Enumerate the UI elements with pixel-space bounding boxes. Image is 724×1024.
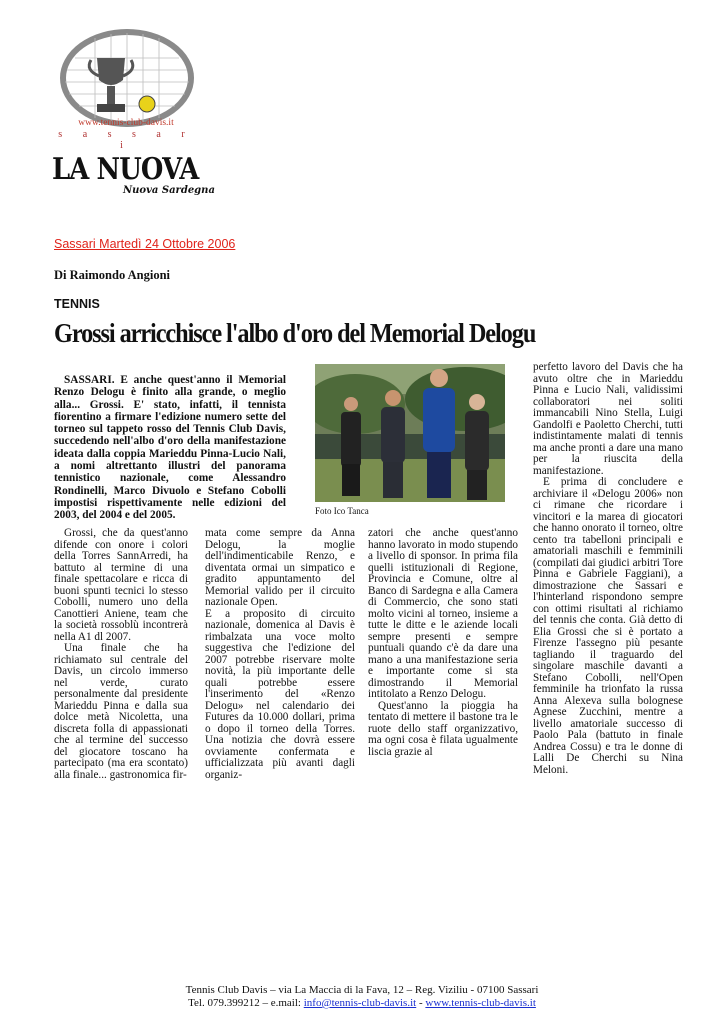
footer-email-link[interactable]: info@tennis-club-davis.it	[303, 997, 417, 1009]
logo-url: www.tennis-club-davis.it	[78, 118, 174, 128]
article-column-2	[205, 528, 355, 781]
article-photo	[315, 364, 505, 502]
article-section: TENNIS	[54, 297, 100, 311]
article-dateline: Sassari Martedì 24 Ottobre 2006	[54, 237, 236, 251]
newspaper-masthead-subtitle: Nuova Sardegna	[123, 185, 215, 196]
article-column-1	[54, 528, 188, 781]
paragraph: E a proposito di circuito nazionale, domenica al Davis è rimbalzata una voce molto suggestiva che l'edizione del 2007 potrebbe riservare molte novità, la più importante delle quali potrebbe essere l'inserimento del «Renzo Delogu» nel calendario dei Futures da 10.000 dollari, prima o dopo il torneo della Torres. Una notizia che dovrà essere ovviamente confermata e ufficializzata più avanti dagli organiz-	[205, 607, 355, 781]
paragraph: Una finale che ha richiamato sul centrale del Davis, un circolo immerso nel verde, curato personalmente dal presidente Marieddu Pinna e dalla sua dolce metà Nicoletta, una discreta folla di appassionati che al termine del successo del giocatore toscano ha partecipato (ma era scontato) alla finale... gastronomica fir-	[54, 642, 188, 781]
photo-credit: Foto Ico Tanca	[315, 506, 369, 516]
article-lead: SASSARI. E anche quest'anno il Memorial Renzo Delogu è finito alla grande, o meglio alla... Grossi. E' stato, infatti, il tennista fiorentino a firmare l'edizione numero sette del torneo sul tappeto rosso del Tennis Club Davis, succedendo nell'albo d'oro della manifestazione ideata dalla coppia Marieddu Pinna-Lucio Nali, a nomi altrettanto illustri del panorama tennistico nazionale, come Alessandro Rondinelli, Marco Divuolo e Stefano Cobolli impostisi rispettivamente nelle edizioni del 2003, del 2004 e del 2005.	[54, 374, 286, 522]
players-photo-image	[315, 364, 505, 502]
footer-address: Tennis Club Davis – via La Maccia di la Fava, 12 – Reg. Viziliu - 07100 Sassari	[185, 984, 539, 996]
logo-city: s a s s a r i	[58, 129, 194, 151]
article-column-3	[368, 528, 518, 758]
article-headline: Grossi arricchisce l'albo d'oro del Memorial Delogu	[54, 318, 536, 348]
newspaper-masthead: LA NUOVA	[52, 152, 199, 187]
page-footer	[0, 984, 724, 1010]
trophy-icon	[89, 58, 133, 112]
footer-separator: -	[416, 997, 426, 1009]
footer-website-link[interactable]: www.tennis-club-davis.it	[425, 997, 536, 1009]
paragraph: mata come sempre da Anna Delogu, la moglie dell'indimenticabile Renzo, e diventata ormai un simpatico e gradito appuntamento del Memorial valido per il circuito nazionale Open.	[205, 527, 355, 608]
paragraph: Quest'anno la pioggia ha tentato di mettere il bastone tra le ruote dello staff organizzativo, ma ogni cosa è filata ugualmente liscia grazie al	[368, 699, 518, 758]
paragraph: perfetto lavoro del Davis che ha avuto oltre che in Marieddu Pinna e Lucio Nali, validissimi collaboratori nei soliti immancabili Nino Stella, Luigi Gandolfi e Paoletto Cherchi, tutti indistintamente malati di tennis ma anche pronti a dare una mano per la riuscita della manifestazione.	[533, 361, 683, 477]
tennis-ball-icon	[139, 96, 155, 112]
footer-phone: Tel. 079.399212 – e.mail:	[188, 997, 304, 1009]
article-column-4	[533, 362, 683, 776]
paragraph: zatori che anche quest'anno hanno lavorato in modo stupendo a livello di sponsor. In prima fila quelli istituzionali di Regione, Provincia e Comune, oltre al Banco di Sardegna e alla Camera di Commercio, che sono stati molto vicini al torneo, insieme a tutte le ditte e le aziende locali sempre presenti e sempre puntuali quando c'è da dare una mano a una manifestazione seria e importante come si sta dimostrando il Memorial intitolato a Renzo Delogu.	[368, 527, 518, 700]
article-byline: Di Raimondo Angioni	[54, 268, 171, 282]
paragraph: E prima di concludere e archiviare il «Delogu 2006» non ci rimane che ricordare i vincitori e la marea di giocatori che hanno onorato il torneo, oltre cento tra tabelloni principali e amatoriali maschili e femminili (compilati dai giudici arbitri Tore Pinna e Gabriele Faggiani), a dimostrazione che Sassari e l'hinterland rispondono sempre con ottimi risultati al richiamo del tennis che conta. Già detto di Elia Grossi che si è portato a Firenze l'assegno più pesante tagliando il traguardo del singolare maschile davanti a Stefano Cobolli, nell'Open femminile ha trionfato la russa Anna Alexeva sulla bolognese Agnese Zucchini, mentre a livello amatoriale successo di Paolo Pala (battuto in finale Andrea Cossu) e tra le donne di Lalli De Cherchi su Nina Meloni.	[533, 476, 683, 776]
footer-contacts	[0, 997, 724, 1010]
paragraph: Grossi, che da quest'anno difende con onore i colori della Torres SannArredi, ha battuto al termine di una finale spettacolare e ricca di buoni spunti tecnici lo stesso Cobolli, numero uno della Canottieri Aniene, team che la società rossoblù incontrerà nella A1 dl 2007.	[54, 527, 188, 643]
